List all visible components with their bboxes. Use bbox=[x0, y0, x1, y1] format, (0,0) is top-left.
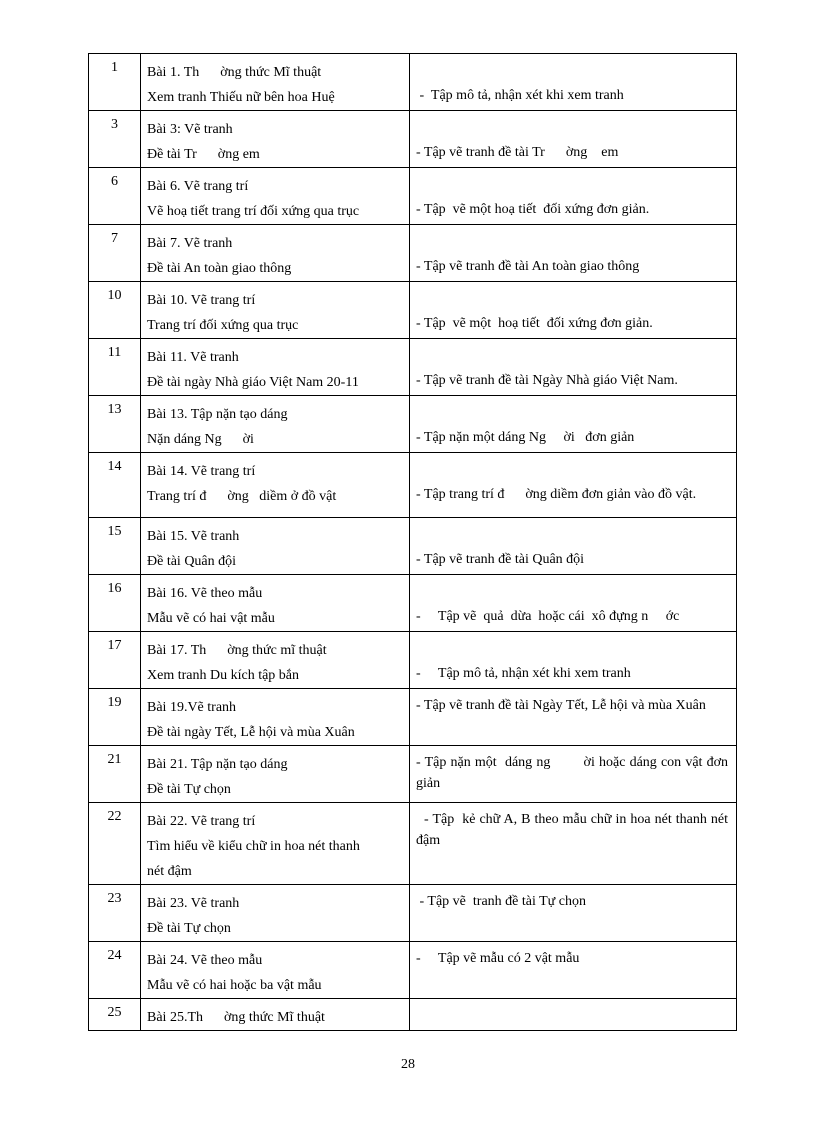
table-row bbox=[89, 453, 737, 518]
lesson-title-cell bbox=[141, 168, 410, 225]
lesson-table bbox=[88, 53, 737, 1031]
lesson-title: Bài 15. Vẽ tranh bbox=[147, 529, 240, 544]
lesson-title-cell bbox=[141, 54, 410, 111]
lesson-title: Bài 17. Th ờng thức mĩ thuật bbox=[147, 643, 327, 658]
task-cell bbox=[410, 942, 737, 999]
table-row bbox=[89, 632, 737, 689]
lesson-title-cell bbox=[141, 575, 410, 632]
lesson-title-cell bbox=[141, 453, 410, 518]
lesson-title: Bài 6. Vẽ trang trí bbox=[147, 179, 249, 194]
task-description: - Tập trang trí đ ờng diềm đơn giản vào đồ vật. bbox=[416, 487, 697, 502]
task-description: - Tập nặn một dáng ng ời hoặc dáng con vật đơn giản bbox=[416, 755, 732, 791]
page-number: 28 bbox=[401, 1057, 415, 1072]
lesson-title: Bài 7. Vẽ tranh bbox=[147, 236, 233, 251]
table-row bbox=[89, 942, 737, 999]
task-description: - Tập vẽ mẫu có 2 vật mẫu bbox=[416, 951, 580, 966]
lesson-topic: Xem tranh Thiếu nữ bên hoa Huệ bbox=[147, 90, 335, 105]
lesson-number: 16 bbox=[89, 575, 141, 632]
lesson-topic: Đề tài Tr ờng em bbox=[147, 147, 260, 162]
table-row bbox=[89, 396, 737, 453]
table-row bbox=[89, 999, 737, 1031]
table-row bbox=[89, 885, 737, 942]
lesson-number: 6 bbox=[89, 168, 141, 225]
table-row bbox=[89, 339, 737, 396]
task-description: - Tập vẽ một hoạ tiết đối xứng đơn giản. bbox=[416, 202, 650, 217]
lesson-topic: Đề tài ngày Nhà giáo Việt Nam 20-11 bbox=[147, 375, 359, 390]
lesson-topic: Trang trí đối xứng qua trục bbox=[147, 318, 299, 333]
lesson-number: 1 bbox=[89, 54, 141, 111]
task-cell bbox=[410, 575, 737, 632]
lesson-topic-continued: nét đậm bbox=[147, 864, 192, 879]
task-description: - Tập nặn một dáng Ng ời đơn giản bbox=[416, 430, 635, 445]
lesson-topic: Đề tài Tự chọn bbox=[147, 782, 231, 797]
lesson-title: Bài 14. Vẽ trang trí bbox=[147, 464, 256, 479]
lesson-title-cell bbox=[141, 885, 410, 942]
task-cell bbox=[410, 54, 737, 111]
task-description: - Tập vẽ tranh đề tài Ngày Nhà giáo Việt Nam. bbox=[416, 373, 678, 388]
table-row bbox=[89, 282, 737, 339]
lesson-title: Bài 11. Vẽ tranh bbox=[147, 350, 239, 365]
table-row bbox=[89, 225, 737, 282]
task-cell bbox=[410, 803, 737, 885]
lesson-number: 3 bbox=[89, 111, 141, 168]
task-description: - Tập vẽ tranh đề tài Tự chọn bbox=[416, 894, 586, 909]
task-description: - Tập vẽ tranh đề tài Ngày Tết, Lễ hội và mùa Xuân bbox=[416, 698, 706, 713]
table-row bbox=[89, 803, 737, 885]
lesson-title: Bài 21. Tập nặn tạo dáng bbox=[147, 757, 288, 772]
task-description: - Tập mô tả, nhận xét khi xem tranh bbox=[416, 88, 624, 103]
lesson-topic: Mẫu vẽ có hai hoặc ba vật mẫu bbox=[147, 978, 322, 993]
task-cell bbox=[410, 453, 737, 518]
task-cell bbox=[410, 339, 737, 396]
lesson-title-cell bbox=[141, 632, 410, 689]
lesson-title: Bài 10. Vẽ trang trí bbox=[147, 293, 256, 308]
task-cell bbox=[410, 885, 737, 942]
lesson-topic: Mẫu vẽ có hai vật mẫu bbox=[147, 611, 275, 626]
task-description: - Tập vẽ tranh đề tài Quân đội bbox=[416, 552, 585, 567]
lesson-topic: Trang trí đ ờng diềm ở đồ vật bbox=[147, 489, 337, 504]
task-description: - Tập mô tả, nhận xét khi xem tranh bbox=[416, 666, 631, 681]
lesson-number: 11 bbox=[89, 339, 141, 396]
lesson-title-cell bbox=[141, 518, 410, 575]
lesson-title-cell bbox=[141, 225, 410, 282]
table-row bbox=[89, 746, 737, 803]
lesson-number: 21 bbox=[89, 746, 141, 803]
lesson-topic: Xem tranh Du kích tập bắn bbox=[147, 668, 300, 683]
lesson-number: 22 bbox=[89, 803, 141, 885]
lesson-title-cell bbox=[141, 111, 410, 168]
lesson-topic: Đề tài An toàn giao thông bbox=[147, 261, 292, 276]
table-row bbox=[89, 54, 737, 111]
lesson-title: Bài 23. Vẽ tranh bbox=[147, 896, 240, 911]
table-row bbox=[89, 575, 737, 632]
lesson-number: 24 bbox=[89, 942, 141, 999]
lesson-title-cell bbox=[141, 942, 410, 999]
task-description: - Tập vẽ tranh đề tài Tr ờng em bbox=[416, 145, 619, 160]
lesson-number: 10 bbox=[89, 282, 141, 339]
lesson-title-cell bbox=[141, 339, 410, 396]
lesson-topic: Đề tài Tự chọn bbox=[147, 921, 231, 936]
lesson-topic: Đề tài ngày Tết, Lễ hội và mùa Xuân bbox=[147, 725, 355, 740]
lesson-title: Bài 16. Vẽ theo mẫu bbox=[147, 586, 263, 601]
lesson-topic: Vẽ hoạ tiết trang trí đối xứng qua trục bbox=[147, 204, 360, 219]
lesson-number: 25 bbox=[89, 999, 141, 1031]
lesson-title-cell bbox=[141, 396, 410, 453]
table-row bbox=[89, 168, 737, 225]
lesson-title: Bài 24. Vẽ theo mẫu bbox=[147, 953, 263, 968]
table-row bbox=[89, 111, 737, 168]
table-row bbox=[89, 689, 737, 746]
lesson-title-cell bbox=[141, 689, 410, 746]
lesson-number: 15 bbox=[89, 518, 141, 575]
lesson-number: 14 bbox=[89, 453, 141, 518]
lesson-number: 7 bbox=[89, 225, 141, 282]
lesson-topic: Nặn dáng Ng ời bbox=[147, 432, 254, 447]
task-cell bbox=[410, 111, 737, 168]
task-cell bbox=[410, 225, 737, 282]
task-cell bbox=[410, 282, 737, 339]
task-description: - Tập kẻ chữ A, B theo mẫu chữ in hoa nét thanh nét đậm bbox=[416, 812, 732, 848]
task-cell bbox=[410, 632, 737, 689]
table-row bbox=[89, 518, 737, 575]
lesson-title: Bài 22. Vẽ trang trí bbox=[147, 814, 256, 829]
lesson-title-cell bbox=[141, 282, 410, 339]
task-description: - Tập vẽ tranh đề tài An toàn giao thông bbox=[416, 259, 640, 274]
lesson-number: 19 bbox=[89, 689, 141, 746]
lesson-number: 13 bbox=[89, 396, 141, 453]
lesson-title: Bài 25.Th ờng thức Mĩ thuật bbox=[147, 1010, 325, 1025]
task-cell bbox=[410, 396, 737, 453]
lesson-topic: Đề tài Quân đội bbox=[147, 554, 237, 569]
task-cell bbox=[410, 518, 737, 575]
task-description: - Tập vẽ một hoạ tiết đối xứng đơn giản. bbox=[416, 316, 653, 331]
lesson-number: 23 bbox=[89, 885, 141, 942]
lesson-topic: Tìm hiểu về kiểu chữ in hoa nét thanh bbox=[147, 839, 360, 854]
task-cell bbox=[410, 689, 737, 746]
lesson-title-cell bbox=[141, 746, 410, 803]
task-cell bbox=[410, 746, 737, 803]
task-cell bbox=[410, 168, 737, 225]
lesson-title: Bài 1. Th ờng thức Mĩ thuật bbox=[147, 65, 322, 80]
task-description: - Tập vẽ quả dừa hoặc cái xô đựng n ớc bbox=[416, 609, 680, 624]
lesson-title: Bài 19.Vẽ tranh bbox=[147, 700, 237, 715]
lesson-title-cell bbox=[141, 803, 410, 885]
lesson-title: Bài 3: Vẽ tranh bbox=[147, 122, 233, 137]
lesson-number: 17 bbox=[89, 632, 141, 689]
lesson-title-cell bbox=[141, 999, 410, 1031]
task-cell bbox=[410, 999, 737, 1031]
lesson-title: Bài 13. Tập nặn tạo dáng bbox=[147, 407, 288, 422]
